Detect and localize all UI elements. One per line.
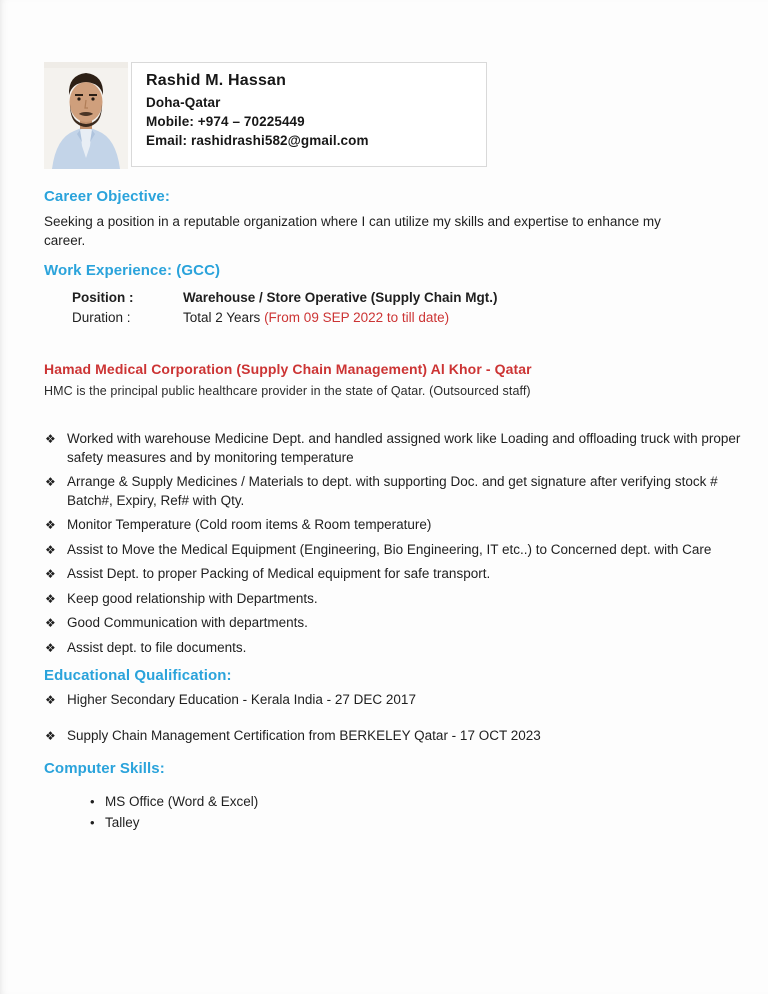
work-experience-heading: Work Experience: (GCC) bbox=[44, 262, 221, 279]
candidate-location: Doha-Qatar bbox=[146, 95, 221, 110]
education-text: Higher Secondary Education - Kerala India - 27 DEC 2017 bbox=[67, 692, 416, 707]
duty-item bbox=[44, 541, 747, 560]
skill-item bbox=[90, 812, 734, 833]
position-row bbox=[72, 288, 734, 308]
duty-item bbox=[44, 473, 747, 510]
education-text: Supply Chain Management Certification from BERKELEY Qatar - 17 OCT 2023 bbox=[67, 727, 541, 743]
education-item bbox=[44, 727, 747, 746]
skill-text: MS Office (Word & Excel) bbox=[105, 794, 259, 809]
duty-item bbox=[44, 614, 747, 633]
diamond-bullet-icon: ❖ bbox=[45, 432, 56, 446]
duration-value bbox=[183, 308, 449, 328]
profile-photo bbox=[44, 62, 128, 169]
position-label: Position : bbox=[72, 290, 134, 305]
duty-item bbox=[44, 565, 747, 584]
duty-text: Assist to Move the Medical Equipment (Engineering, Bio Engineering, IT etc..) to Concerned dept. with Care bbox=[67, 541, 712, 557]
duration-dates: (From 09 SEP 2022 to till date) bbox=[264, 310, 450, 325]
duration-row bbox=[72, 308, 734, 328]
round-bullet-icon: • bbox=[90, 815, 95, 830]
duty-item bbox=[44, 516, 747, 535]
duty-text: Assist dept. to file documents. bbox=[67, 639, 247, 655]
diamond-bullet-icon: ❖ bbox=[45, 693, 56, 707]
duty-text: Monitor Temperature (Cold room items & Room temperature) bbox=[67, 517, 432, 532]
skill-item bbox=[90, 791, 734, 812]
education-item bbox=[44, 691, 747, 710]
contact-box bbox=[131, 62, 487, 167]
resume-content bbox=[44, 62, 741, 833]
diamond-bullet-icon: ❖ bbox=[45, 542, 56, 557]
diamond-bullet-icon: ❖ bbox=[45, 591, 56, 606]
candidate-name: Rashid M. Hassan bbox=[146, 72, 287, 89]
duties-list bbox=[44, 430, 741, 657]
duration-total: Total 2 Years bbox=[183, 310, 265, 325]
employer-name: Hamad Medical Corporation (Supply Chain Management) Al Khor - Qatar bbox=[44, 361, 532, 377]
diamond-bullet-icon: ❖ bbox=[45, 728, 56, 743]
duration-label: Duration : bbox=[72, 310, 131, 325]
candidate-mobile: Mobile: +974 – 70225449 bbox=[146, 114, 305, 129]
duty-text: Good Communication with departments. bbox=[67, 615, 308, 630]
computer-skills-heading: Computer Skills: bbox=[44, 760, 165, 777]
career-objective-text: Seeking a position in a reputable organization where I can utilize my skills and expertise to enhance my career. bbox=[44, 214, 661, 248]
duty-text: Worked with warehouse Medicine Dept. and handled assigned work like Loading and offloading truck with proper safety measures and by monitoring temperature bbox=[67, 431, 741, 465]
header bbox=[44, 62, 734, 169]
duty-text: Assist Dept. to proper Packing of Medical equipment for safe transport. bbox=[67, 566, 491, 581]
career-objective-heading: Career Objective: bbox=[44, 188, 170, 205]
duty-text: Arrange & Supply Medicines / Materials to dept. with supporting Doc. and get signature after verifying stock # Batch#, Expiry, Ref# with Qty. bbox=[67, 474, 718, 508]
diamond-bullet-icon: ❖ bbox=[45, 518, 56, 532]
candidate-email: Email: rashidrashi582@gmail.com bbox=[146, 133, 369, 148]
diamond-bullet-icon: ❖ bbox=[45, 567, 56, 581]
diamond-bullet-icon: ❖ bbox=[45, 616, 56, 630]
education-heading: Educational Qualification: bbox=[44, 667, 232, 684]
position-value: Warehouse / Store Operative (Supply Chain Mgt.) bbox=[183, 290, 498, 305]
skills-list bbox=[90, 791, 734, 833]
diamond-bullet-icon: ❖ bbox=[45, 475, 56, 489]
profile-photo-illustration bbox=[44, 62, 128, 169]
diamond-bullet-icon: ❖ bbox=[45, 640, 56, 655]
round-bullet-icon: • bbox=[90, 794, 95, 809]
duty-item bbox=[44, 430, 747, 467]
duty-text: Keep good relationship with Departments. bbox=[67, 590, 318, 606]
skill-text: Talley bbox=[105, 815, 140, 830]
duty-item bbox=[44, 590, 747, 609]
education-list bbox=[44, 691, 734, 745]
duty-item bbox=[44, 639, 747, 658]
employer-note: HMC is the principal public healthcare provider in the state of Qatar. (Outsourced staff) bbox=[44, 384, 531, 398]
position-table bbox=[72, 288, 734, 328]
